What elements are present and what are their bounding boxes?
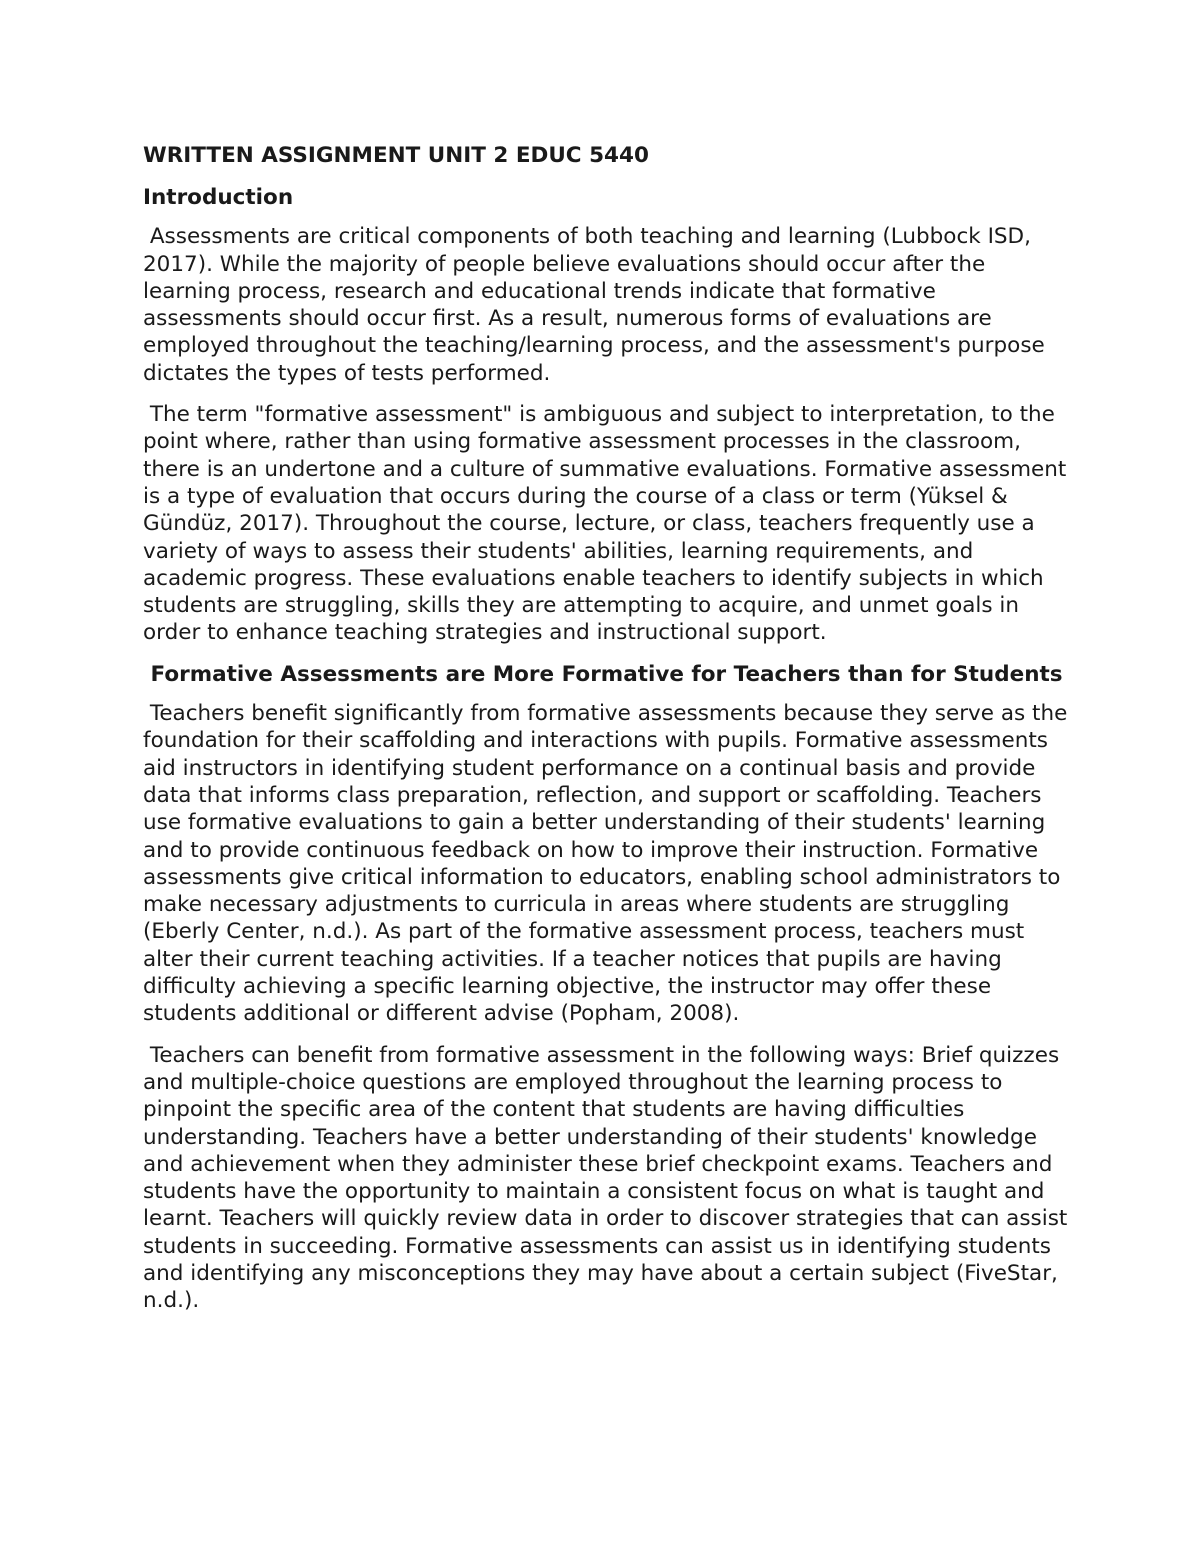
section-heading-introduction: Introduction (143, 185, 294, 210)
document-body (143, 141, 1073, 1329)
paragraph: Teachers can benefit from formative assessment in the following ways: Brief quizzes and multiple-choice questions are employed throughout the learning process to pinpoint the specific area of the content that students are having difficulties understanding. Teachers have a better understanding of their students' knowledge and achievement when they administer these brief checkpoint exams. Teachers and students have the opportunity to maintain a consistent focus on what is taught and learnt. Teachers will quickly review data in order to discover strategies that can assist students in succeeding. Formative assessments can assist us in identifying students and identifying any misconceptions they may have about a certain subject (FiveStar, n.d.). (143, 1042, 1075, 1314)
paragraph: Teachers benefit significantly from formative assessments because they serve as the foundation for their scaffolding and interactions with pupils. Formative assessments aid instructors in identifying student performance on a continual basis and provide data that informs class preparation, reflection, and support or scaffolding. Teachers use formative evaluations to gain a better understanding of their students' learning and to provide continuous feedback on how to improve their instruction. Formative assessments give critical information to educators, enabling school administrators to make necessary adjustments to curricula in areas where students are struggling (Eberly Center, n.d.). As part of the formative assessment process, teachers must alter their current teaching activities. If a teacher notices that pupils are having difficulty achieving a specific learning objective, the instructor may offer these students additional or different advise (Popham, 2008). (143, 701, 1075, 1027)
paragraph: Assessments are critical components of both teaching and learning (Lubbock ISD, 2017). While the majority of people believe evaluations should occur after the learning process, research and educational trends indicate that formative assessments should occur first. As a result, numerous forms of evaluations are employed throughout the teaching/learning process, and the assessment's purpose dictates the types of tests performed. (143, 224, 1052, 386)
document-title: WRITTEN ASSIGNMENT UNIT 2 EDUC 5440 (143, 143, 649, 168)
section-heading-formative-assessments: Formative Assessments are More Formative for Teachers than for Students (143, 661, 1063, 687)
paragraph: The term "formative assessment" is ambiguous and subject to interpretation, to the point where, rather than using formative assessment processes in the classroom, there is an undertone and a culture of summative evaluations. Formative assessment is a type of evaluation that occurs during the course of a class or term (Yüksel & Gündüz, 2017). Throughout the course, lecture, or class, teachers frequently use a variety of ways to assess their students' abilities, learning requirements, and academic progress. These evaluations enable teachers to identify subjects in which students are struggling, skills they are attempting to acquire, and unmet goals in order to enhance teaching strategies and instructional support. (143, 402, 1074, 646)
